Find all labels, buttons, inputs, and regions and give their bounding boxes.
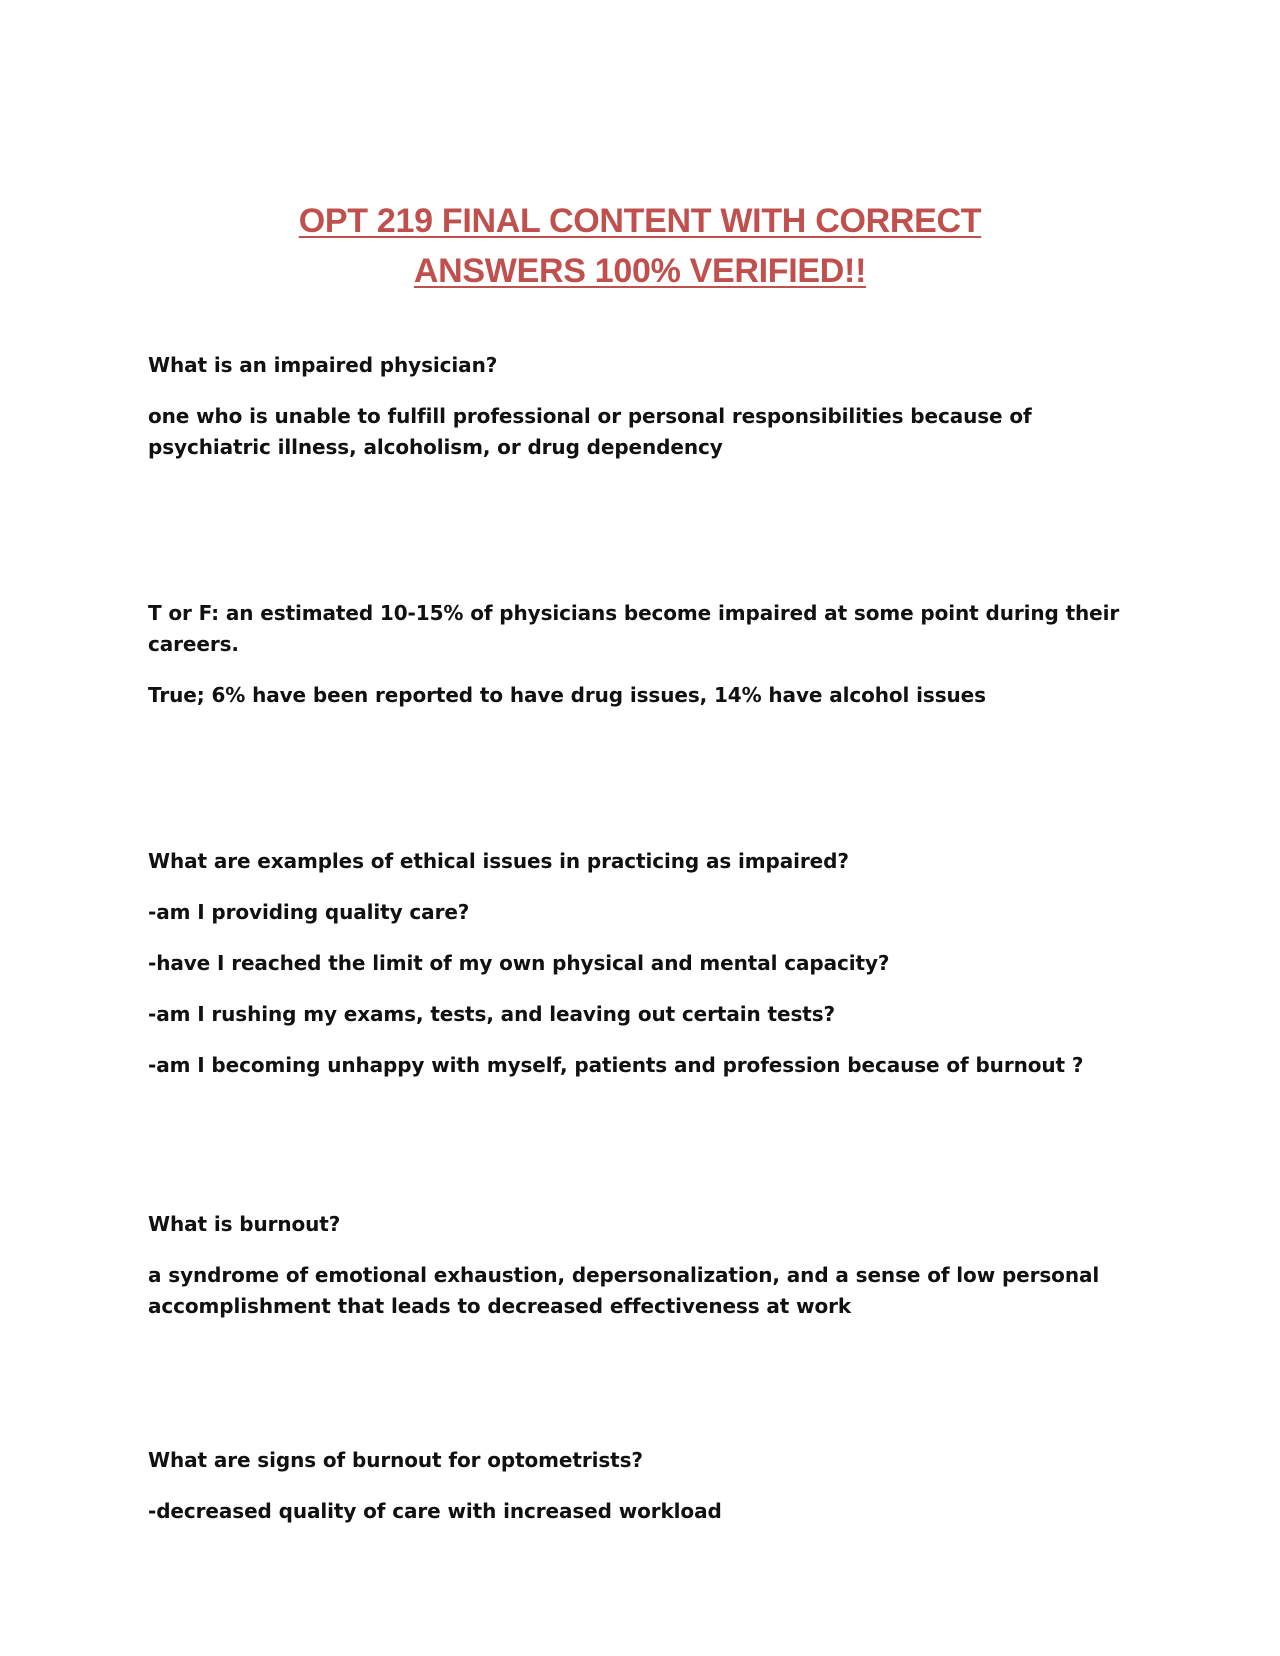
question-text: T or F: an estimated 10-15% of physicians become impaired at some point during their careers.: [148, 601, 1120, 656]
qa-block-2: [148, 598, 1128, 731]
qa-block-1: [148, 350, 1128, 483]
answer-text: a syndrome of emotional exhaustion, depersonalization, and a sense of low personal accomplishment that leads to decreased effectiveness at work: [148, 1263, 1100, 1318]
answer-text: -am I providing quality care?: [148, 900, 470, 924]
question-text: What are signs of burnout for optometrists?: [148, 1448, 643, 1472]
answer-text: -have I reached the limit of my own physical and mental capacity?: [148, 951, 890, 975]
document-title: [150, 196, 1130, 296]
answer-text: -am I rushing my exams, tests, and leaving out certain tests?: [148, 1002, 836, 1026]
question-text: What is an impaired physician?: [148, 353, 498, 377]
question-text: What are examples of ethical issues in practicing as impaired?: [148, 849, 849, 873]
qa-block-5: [148, 1445, 1128, 1547]
qa-block-3: [148, 846, 1128, 1101]
title-line-1: OPT 219 FINAL CONTENT WITH CORRECT: [298, 202, 982, 240]
answer-text: True; 6% have been reported to have drug issues, 14% have alcohol issues: [148, 683, 986, 707]
title-line-2: ANSWERS 100% VERIFIED!!: [413, 252, 867, 290]
answer-text: -decreased quality of care with increased workload: [148, 1499, 722, 1523]
question-text: What is burnout?: [148, 1212, 341, 1236]
answer-text: one who is unable to fulfill professional or personal responsibilities because of psychiatric illness, alcoholism, or drug dependency: [148, 404, 1032, 459]
qa-block-4: [148, 1209, 1128, 1342]
answer-text: -am I becoming unhappy with myself, patients and profession because of burnout ?: [148, 1053, 1084, 1077]
